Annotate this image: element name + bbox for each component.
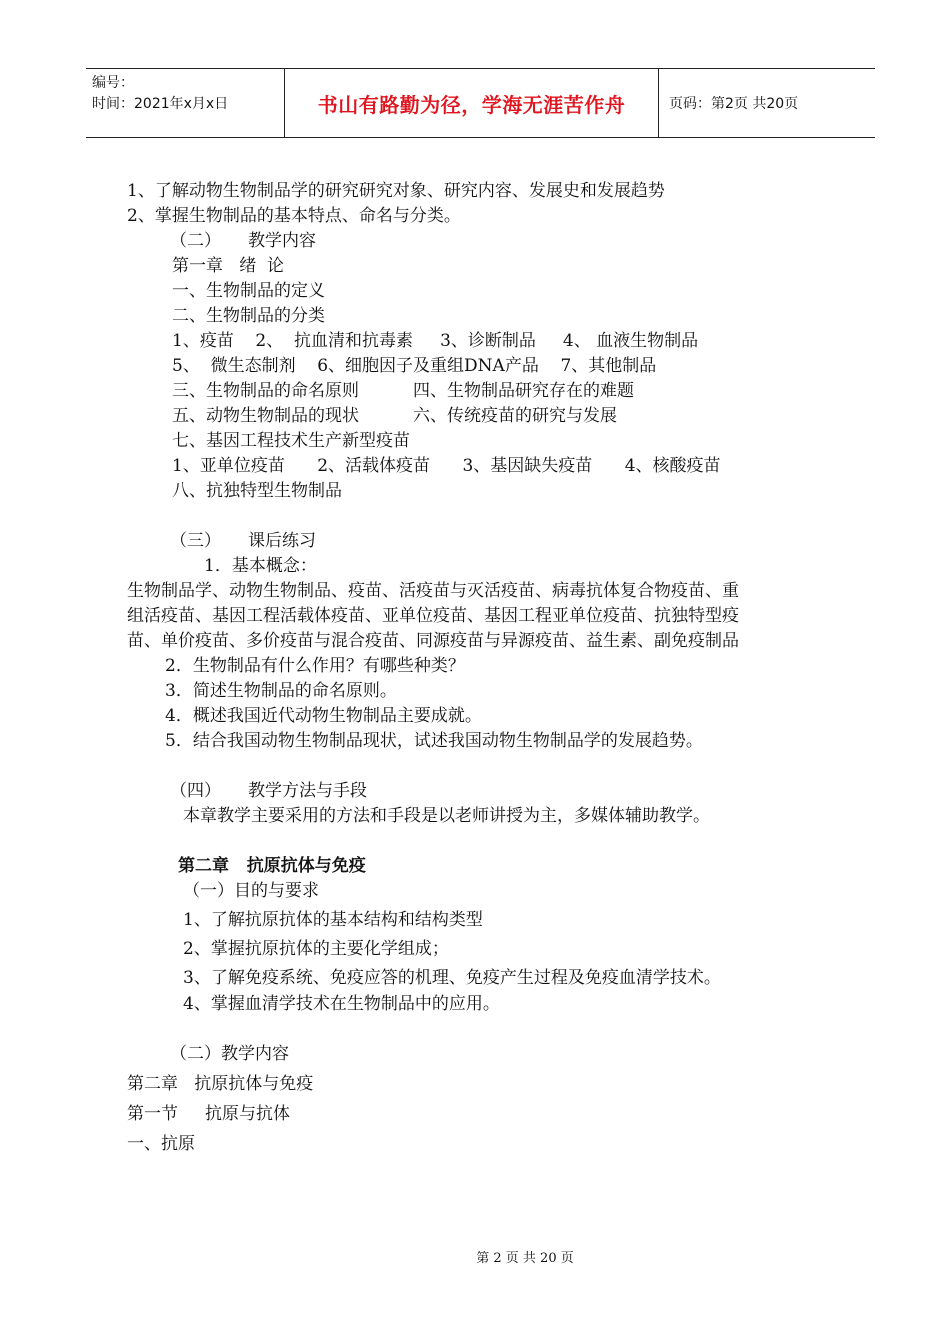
goal-4: 4、掌握血清学技术在生物制品中的应用。 — [183, 994, 500, 1014]
exercise-2: 2．生物制品有什么作用？有哪些种类？ — [165, 656, 465, 676]
content-line: 三、生物制品的命名原则 四、生物制品研究存在的难题 — [172, 381, 635, 401]
section-1-heading: 第一节 抗原与抗体 — [127, 1104, 291, 1124]
methods-text: 本章教学主要采用的方法和手段是以老师讲授为主，多媒体辅助教学。 — [183, 806, 710, 826]
concepts-line: 组活疫苗、基因工程活载体疫苗、亚单位疫苗、基因工程亚单位疫苗、抗独特型疫 — [127, 606, 739, 626]
chapter-2-heading: 第二章 抗原抗体与免疫 — [127, 1074, 314, 1094]
goal-2: 2、掌握抗原抗体的主要化学组成； — [183, 939, 449, 959]
concepts-line: 苗、单价疫苗、多价疫苗与混合疫苗、同源疫苗与异源疫苗、益生素、副免疫制品 — [127, 631, 739, 651]
chapter-2-title: 第二章 抗原抗体与免疫 — [178, 856, 366, 876]
header-meta — [86, 69, 285, 137]
number-label: 编号： — [92, 75, 134, 91]
header-motto: 书山有路勤为径，学海无涯苦作舟 — [285, 69, 659, 137]
content-line: 七、基因工程技术生产新型疫苗 — [172, 431, 410, 451]
objective-2: 2、掌握生物制品的基本特点、命名与分类。 — [127, 206, 461, 226]
section-teaching-content: （二） 教学内容 — [170, 231, 317, 251]
header-page-label: 页码：第2页 共20页 — [669, 96, 799, 112]
content-line: 五、动物生物制品的现状 六、传统疫苗的研究与发展 — [172, 406, 618, 426]
content-line: 5、 微生态制剂 6、细胞因子及重组DNA产品 7、其他制品 — [172, 356, 657, 376]
chapter-1-title: 第一章 绪 论 — [172, 256, 285, 276]
section-exercises: （三） 课后练习 — [170, 531, 317, 551]
time-label: 时间：2021年x月x日 — [92, 96, 229, 112]
subsection-antigen: 一、抗原 — [127, 1134, 195, 1154]
section-teaching-content-2: （二）教学内容 — [170, 1044, 289, 1064]
exercise-4: 4．概述我国近代动物生物制品主要成就。 — [165, 706, 482, 726]
page-footer: 第 2 页 共 20 页 — [476, 1251, 574, 1266]
objective-1: 1、了解动物生物制品学的研究研究对象、研究内容、发展史和发展趋势 — [127, 181, 665, 201]
exercise-5: 5．结合我国动物生物制品现状，试述我国动物生物制品学的发展趋势。 — [165, 731, 703, 751]
goal-1: 1、了解抗原抗体的基本结构和结构类型 — [183, 910, 483, 930]
content-line: 1、疫苗 2、 抗血清和抗毒素 3、诊断制品 4、 血液生物制品 — [172, 331, 699, 351]
content-line: 一、生物制品的定义 — [172, 281, 325, 301]
content-line: 1、亚单位疫苗 2、活载体疫苗 3、基因缺失疫苗 4、核酸疫苗 — [172, 456, 721, 476]
exercise-3: 3．简述生物制品的命名原则。 — [165, 681, 397, 701]
concepts-line: 生物制品学、动物生物制品、疫苗、活疫苗与灭活疫苗、病毒抗体复合物疫苗、重 — [127, 581, 739, 601]
section-goals: （一）目的与要求 — [183, 881, 319, 901]
content-line: 二、生物制品的分类 — [172, 306, 325, 326]
exercise-1: 1．基本概念： — [204, 556, 317, 576]
goal-3: 3、了解免疫系统、免疫应答的机理、免疫产生过程及免疫血清学技术。 — [183, 968, 721, 988]
section-methods: （四） 教学方法与手段 — [170, 781, 368, 801]
content-line: 八、抗独特型生物制品 — [172, 481, 342, 501]
page-header — [86, 68, 875, 138]
